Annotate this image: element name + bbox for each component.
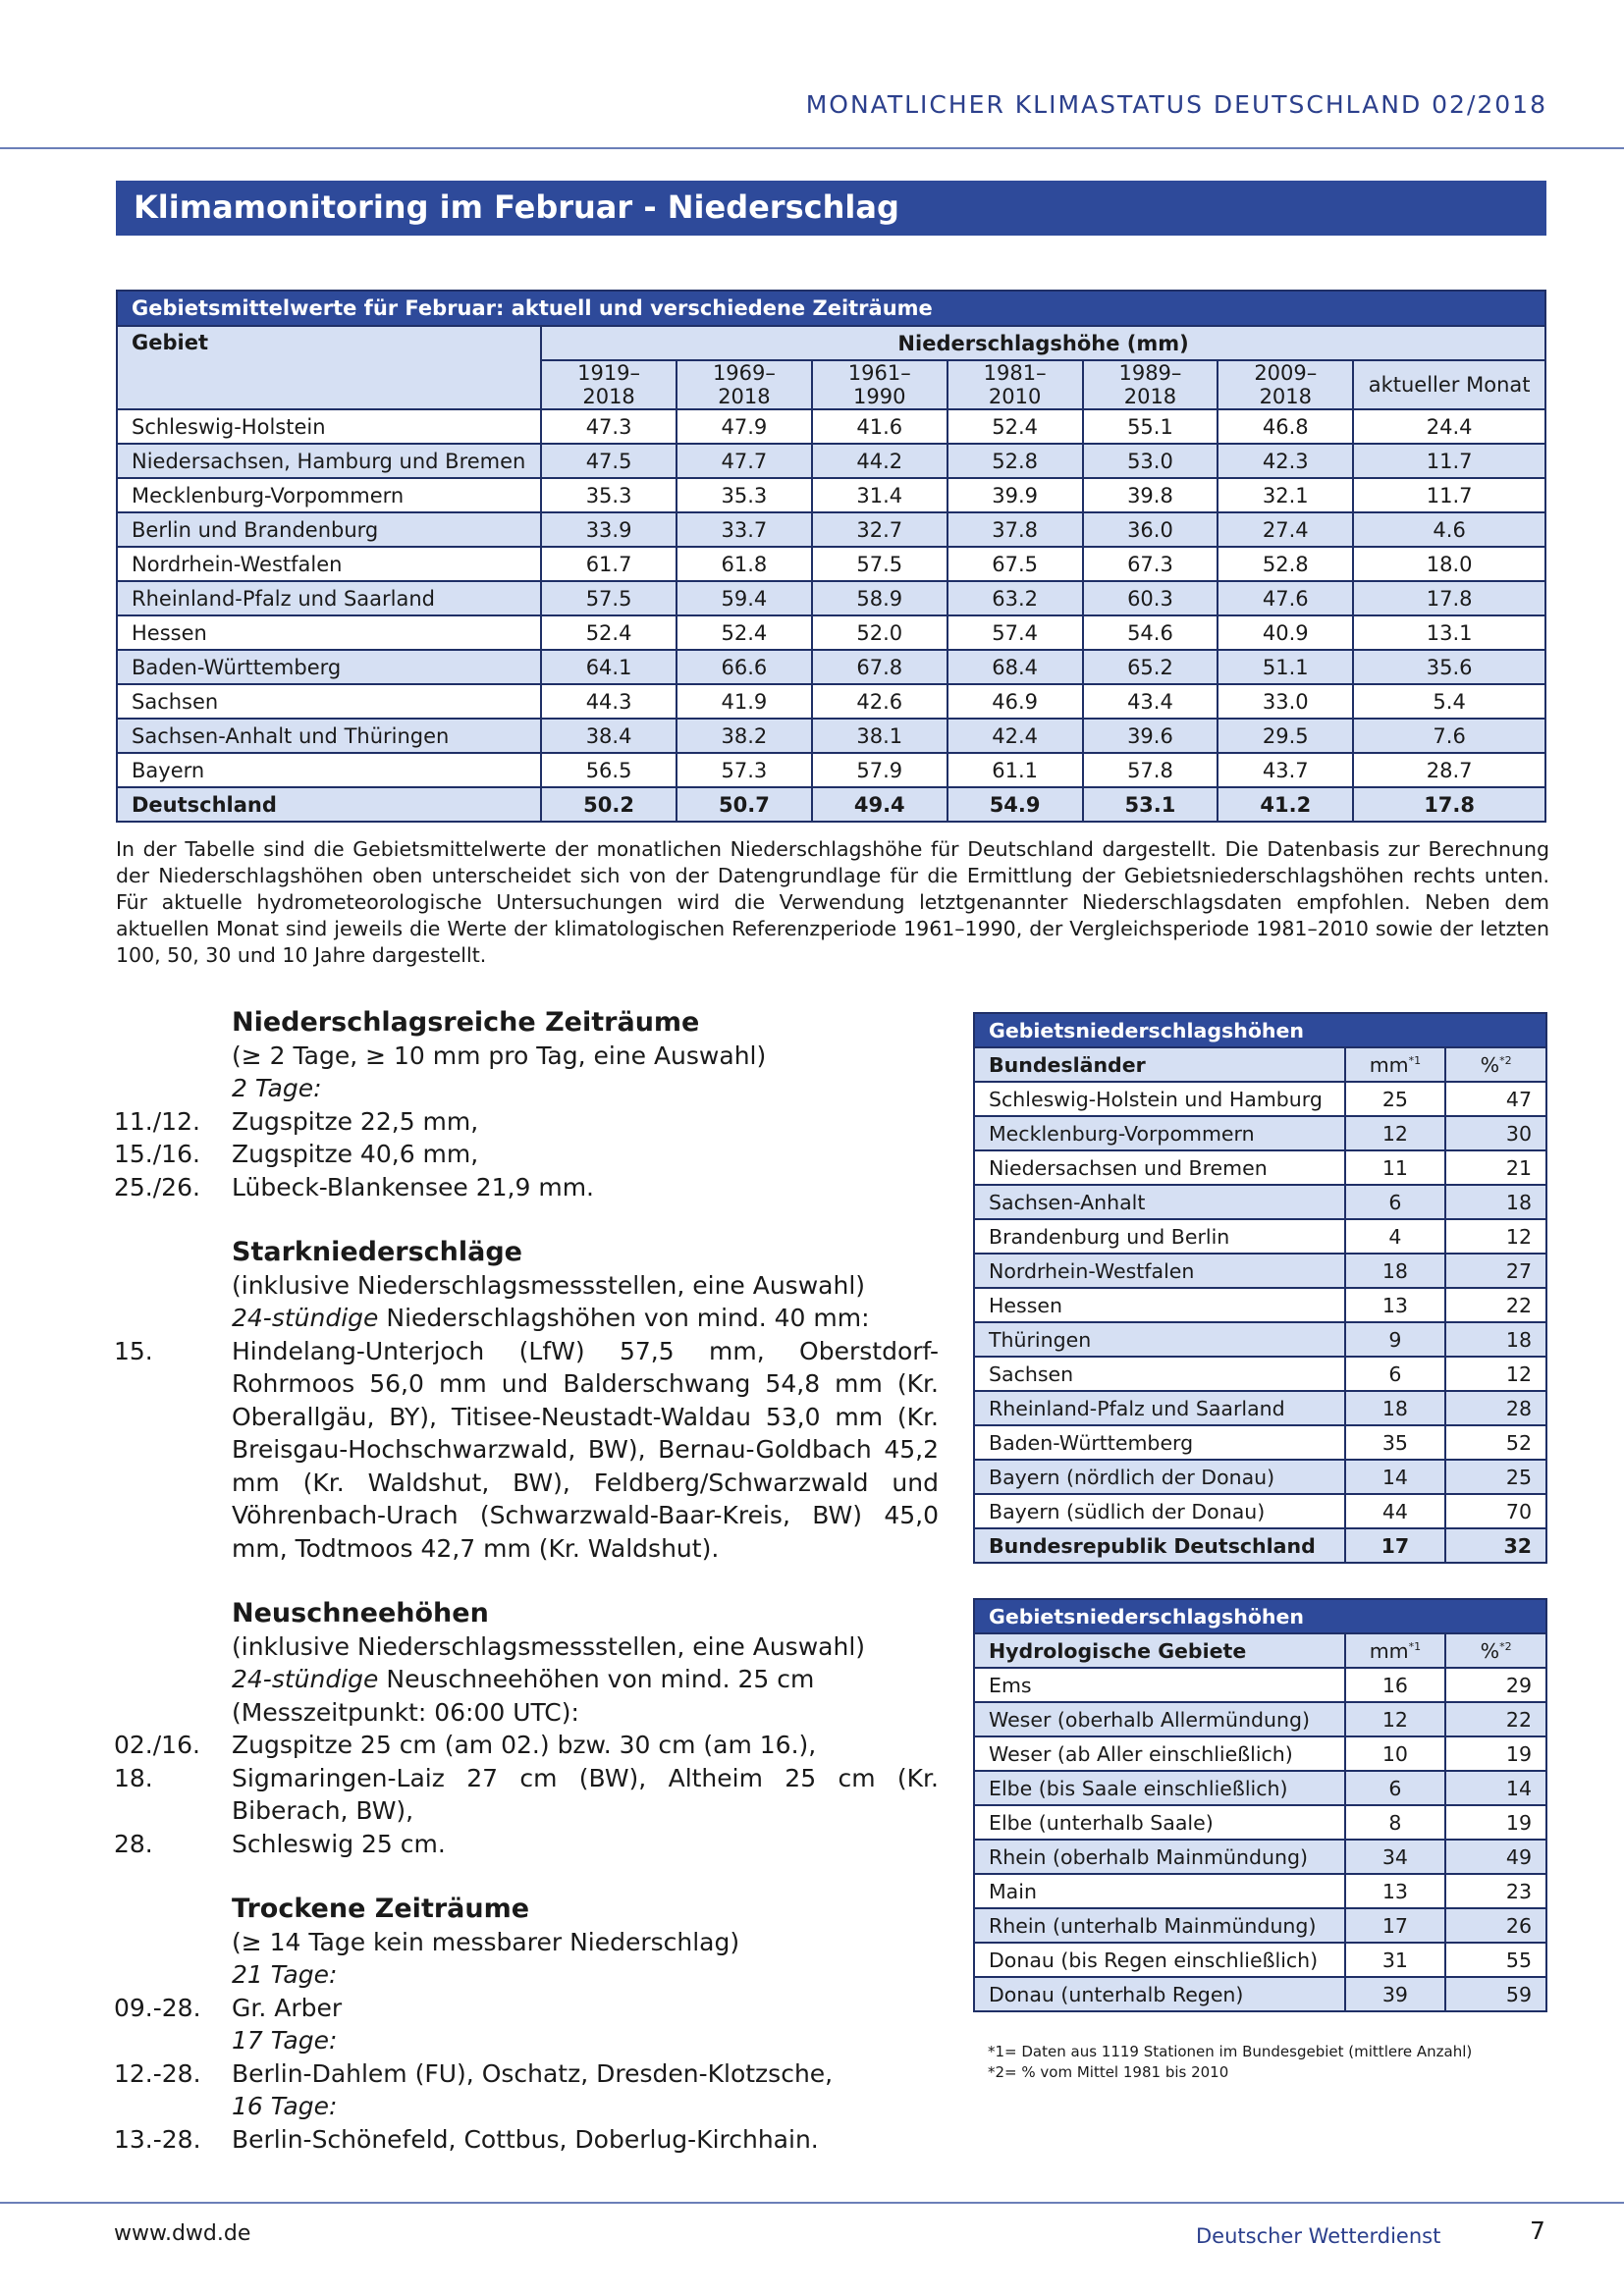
value-cell: 35.6 [1353,650,1545,684]
subheading: (inklusive Niederschlagsmessstellen, eine Auswahl) [232,1631,866,1661]
footnote-1: *1= Daten aus 1119 Stationen im Bundesgebiet (mittlere Anzahl) [988,2043,1473,2060]
mm-value: 17 [1345,1908,1446,1943]
value-cell: 41.9 [677,684,812,719]
value-cell: 52.0 [812,615,947,650]
table-row [117,719,1545,753]
percent-value: 59 [1445,1977,1546,2011]
value-cell: 47.3 [541,409,677,444]
mm-column-header: $mm^{*1}$ [1345,1047,1446,1082]
value-cell: 55.1 [1083,409,1218,444]
value-cell: 39.6 [1083,719,1218,753]
mm-value: 16 [1345,1668,1446,1702]
percent-column-header: %$^{*2}$ [1445,1633,1546,1668]
table-row [974,1425,1546,1460]
area-name: Rheinland-Pfalz und Saarland [974,1391,1345,1425]
table-caption: Gebietsniederschlagshöhen [974,1599,1546,1633]
footnotes [988,2042,1472,2083]
percent-value: 18 [1445,1322,1546,1357]
region-name: Bayern [117,753,541,787]
percent-value: 19 [1445,1805,1546,1840]
area-name: Thüringen [974,1322,1345,1357]
area-name: Rhein (oberhalb Mainmündung) [974,1840,1345,1874]
area-name: Bayern (nördlich der Donau) [974,1460,1345,1494]
group-label: 21 Tage: [232,1960,338,1989]
area-name: Brandenburg und Berlin [974,1219,1345,1254]
value-cell: 31.4 [812,478,947,512]
value-cell: 68.4 [947,650,1083,684]
heading-trockene-zeitraeume: Trockene Zeiträume [232,1894,530,1924]
value-cell: 47.7 [677,444,812,478]
period-column-header: 1919–2018 [541,360,677,409]
percent-value: 70 [1445,1494,1546,1528]
table-row [974,1840,1546,1874]
percent-value: 12 [1445,1357,1546,1391]
area-name: Sachsen-Anhalt [974,1185,1345,1219]
bundeslaender-table [973,1012,1547,1564]
footnote-2: *2= % vom Mittel 1981 bis 2010 [988,2063,1229,2081]
value-cell: 65.2 [1083,650,1218,684]
value-cell: 54.6 [1083,615,1218,650]
value-cell: 38.1 [812,719,947,753]
value-cell: 59.4 [677,581,812,615]
value-cell: 52.4 [541,615,677,650]
period-column-header: 1981–2010 [947,360,1083,409]
event-item [114,1828,939,1861]
value-cell: 29.5 [1218,719,1353,753]
value-cell: 57.5 [812,547,947,581]
event-text: Sigmaringen-Laiz 27 cm (BW), Altheim 25 cm (Kr. Biberach, BW), [232,1763,939,1825]
percent-value: 22 [1445,1288,1546,1322]
percent-value: 21 [1445,1150,1546,1185]
value-cell: 54.9 [947,787,1083,822]
value-cell: 57.8 [1083,753,1218,787]
value-cell: 13.1 [1353,615,1545,650]
value-cell: 46.8 [1218,409,1353,444]
value-cell: 61.1 [947,753,1083,787]
table-row [974,1736,1546,1771]
value-cell: 64.1 [541,650,677,684]
table-row [974,1150,1546,1185]
value-cell: 46.9 [947,684,1083,719]
value-cell: 52.8 [947,444,1083,478]
value-cell: 61.8 [677,547,812,581]
event-date: 13.-28. [114,2124,201,2154]
table-row [974,1874,1546,1908]
value-cell: 42.4 [947,719,1083,753]
region-name: Nordrhein-Westfalen [117,547,541,581]
table-row [974,1668,1546,1702]
value-cell: 5.4 [1353,684,1545,719]
value-cell: 67.5 [947,547,1083,581]
table-row [974,1702,1546,1736]
percent-column-header: %$^{*2}$ [1445,1047,1546,1082]
value-cell: 39.8 [1083,478,1218,512]
area-name: Bayern (südlich der Donau) [974,1494,1345,1528]
table-row [974,1082,1546,1116]
value-cell: 50.7 [677,787,812,822]
value-cell: 52.4 [947,409,1083,444]
event-text: Berlin-Schönefeld, Cottbus, Doberlug-Kirchhain. [232,2124,819,2154]
mm-value: 10 [1345,1736,1446,1771]
event-date: 28. [114,1829,153,1858]
table-row [974,1185,1546,1219]
area-name: Bundesrepublik Deutschland [974,1528,1345,1563]
mm-value: 12 [1345,1702,1446,1736]
region-name: Sachsen [117,684,541,719]
value-cell: 36.0 [1083,512,1218,547]
region-name: Baden-Württemberg [117,650,541,684]
name-column-header: Hydrologische Gebiete [974,1633,1345,1668]
value-cell: 7.6 [1353,719,1545,753]
mm-value: 18 [1345,1254,1446,1288]
table-row [974,1391,1546,1425]
event-date: 15. [114,1336,153,1365]
heading-starkniederschlaege: Starkniederschläge [232,1237,522,1267]
event-item [114,2123,939,2157]
value-cell: 52.8 [1218,547,1353,581]
table-caption: Gebietsmittelwerte für Februar: aktuell und verschiedene Zeiträume [117,291,1545,326]
area-name: Baden-Württemberg [974,1425,1345,1460]
area-name: Nordrhein-Westfalen [974,1254,1345,1288]
mm-value: 12 [1345,1116,1446,1150]
event-text: Zugspitze 40,6 mm, [232,1140,479,1168]
percent-value: 25 [1445,1460,1546,1494]
percent-value: 29 [1445,1668,1546,1702]
event-text: Gr. Arber [232,1993,343,2022]
group-label: 2 Tage: [232,1074,322,1102]
period-column-header: aktueller Monat [1353,360,1545,409]
document-header-title: MONATLICHER KLIMASTATUS DEUTSCHLAND 02/2018 [805,90,1547,119]
value-cell: 47.5 [541,444,677,478]
value-cell: 57.3 [677,753,812,787]
event-text: Berlin-Dahlem (FU), Oschatz, Dresden-Klotzsche, [232,2058,834,2088]
region-name: Niedersachsen, Hamburg und Bremen [117,444,541,478]
mm-value: 13 [1345,1288,1446,1322]
table-row [117,684,1545,719]
total-row [974,1528,1546,1563]
mm-column-header: $mm^{*1}$ [1345,1633,1446,1668]
hydrologische-gebiete-table [973,1598,1547,2012]
area-name: Donau (unterhalb Regen) [974,1977,1345,2011]
value-cell: 11.7 [1353,478,1545,512]
table-row [117,753,1545,787]
event-text: Zugspitze 22,5 mm, [232,1106,479,1136]
value-cell: 33.9 [541,512,677,547]
period-column-header: 1969–2018 [677,360,812,409]
area-name: Weser (oberhalb Allermündung) [974,1702,1345,1736]
table-row [974,1908,1546,1943]
value-cell: 27.4 [1218,512,1353,547]
mm-value: 6 [1345,1771,1446,1805]
percent-value: 30 [1445,1116,1546,1150]
event-text: Hindelang-Unterjoch (LfW) 57,5 mm, Oberstdorf-Rohrmoos 56,0 mm und Balderschwang 54,8 mm (Kr. Oberallgäu, BY), Titisee-Neustadt-Waldau 53,0 mm (Kr. Breisgau-Hochschwarzwald, BW), Bernau-Goldbach 45,2 mm (Kr. Waldshut, BW), Feldberg/Schwarzwald und Vöhrenbach-Urach (Schwarzwald-Baar-Kreis, BW) 45,0 mm, Todtmoos 42,7 mm (Kr. Waldshut). [232,1336,939,1563]
area-name: Hessen [974,1288,1345,1322]
value-cell: 38.4 [541,719,677,753]
value-cell: 57.9 [812,753,947,787]
value-cell: 33.0 [1218,684,1353,719]
percent-value: 14 [1445,1771,1546,1805]
region-name: Schleswig-Holstein [117,409,541,444]
mm-value: 11 [1345,1150,1446,1185]
area-name: Mecklenburg-Vorpommern [974,1116,1345,1150]
value-cell: 61.7 [541,547,677,581]
area-name: Donau (bis Regen einschließlich) [974,1943,1345,1977]
group-label: 24-stündige [232,1304,379,1332]
table-row [974,1288,1546,1322]
event-date: 12.-28. [114,2058,201,2088]
subheading: (≥ 14 Tage kein messbarer Niederschlag) [232,1927,740,1956]
event-date: 09.-28. [114,1993,201,2022]
percent-value: 22 [1445,1702,1546,1736]
value-cell: 38.2 [677,719,812,753]
value-cell: 47.6 [1218,581,1353,615]
value-cell: 50.2 [541,787,677,822]
mm-value: 14 [1345,1460,1446,1494]
region-name: Deutschland [117,787,541,822]
value-cell: 57.5 [541,581,677,615]
mm-value: 9 [1345,1322,1446,1357]
event-date: 02./16. [114,1731,200,1759]
event-text: Zugspitze 25 cm (am 02.) bzw. 30 cm (am 16.), [232,1731,817,1759]
percent-value: 55 [1445,1943,1546,1977]
value-cell: 43.4 [1083,684,1218,719]
value-cell: 66.6 [677,650,812,684]
footer-organization: Deutscher Wetterdienst [1196,2224,1441,2248]
page-number: 7 [1530,2216,1545,2245]
value-cell: 63.2 [947,581,1083,615]
table-row [974,1322,1546,1357]
region-name: Mecklenburg-Vorpommern [117,478,541,512]
area-name: Rhein (unterhalb Mainmündung) [974,1908,1345,1943]
region-name: Hessen [117,615,541,650]
gebietsmittelwerte-table [116,290,1546,823]
value-cell: 42.6 [812,684,947,719]
table-row [117,581,1545,615]
event-text: Lübeck-Blankensee 21,9 mm. [232,1172,595,1201]
table-row [117,615,1545,650]
value-cell: 37.8 [947,512,1083,547]
table-row [974,1116,1546,1150]
value-cell: 35.3 [677,478,812,512]
event-item [114,1138,939,1171]
period-column-header: 2009–2018 [1218,360,1353,409]
table-row [117,478,1545,512]
percent-value: 26 [1445,1908,1546,1943]
percent-value: 23 [1445,1874,1546,1908]
percent-value: 52 [1445,1425,1546,1460]
area-name: Elbe (bis Saale einschließlich) [974,1771,1345,1805]
group-label: 16 Tage: [232,2092,338,2120]
mm-value: 44 [1345,1494,1446,1528]
event-item [114,1105,939,1139]
table-row [974,1460,1546,1494]
table-row [974,1943,1546,1977]
event-date: 11./12. [114,1106,200,1136]
value-cell: 35.3 [541,478,677,512]
events-list [114,1006,939,2156]
mm-value: 17 [1345,1528,1446,1563]
footer-url[interactable]: www.dwd.de [114,2221,251,2246]
value-cell: 33.7 [677,512,812,547]
percent-value: 27 [1445,1254,1546,1288]
table-row [117,650,1545,684]
value-cell: 47.9 [677,409,812,444]
value-cell: 57.4 [947,615,1083,650]
mm-value: 4 [1345,1219,1446,1254]
value-cell: 40.9 [1218,615,1353,650]
value-cell: 17.8 [1353,787,1545,822]
period-column-header: 1961–1990 [812,360,947,409]
table-row [974,1254,1546,1288]
mm-value: 39 [1345,1977,1446,2011]
value-cell: 67.8 [812,650,947,684]
event-item [114,1762,939,1828]
event-date: 18. [114,1763,153,1792]
value-cell: 52.4 [677,615,812,650]
group-label-rest: Niederschlagshöhen von mind. 40 mm: [378,1304,870,1332]
heading-niederschlagsreich: Niederschlagsreiche Zeiträume [232,1007,700,1038]
area-name: Niedersachsen und Bremen [974,1150,1345,1185]
value-cell: 44.2 [812,444,947,478]
table-row [117,409,1545,444]
area-name: Schleswig-Holstein und Hamburg [974,1082,1345,1116]
table-row [974,1219,1546,1254]
area-name: Sachsen [974,1357,1345,1391]
value-cell: 28.7 [1353,753,1545,787]
table-description: In der Tabelle sind die Gebietsmittelwerte der monatlichen Niederschlagshöhe für Deutschland dargestellt. Die Datenbasis zur Berechnung der Niederschlagshöhen oben unterscheidet sich von der Datengrundlage für die Ermittlung der Gebietsniederschlagshöhen rechts unten. Für aktuelle hydrometeorologische Untersuchungen wird die Verwendung letztgenannter Niederschlagsdaten empfohlen. Neben dem aktuellen Monat sind jeweils die Werte der klimatologischen Referenzperiode 1961–1990, der Vergleichsperiode 1981–2010 sowie der letzten 100, 50, 30 und 10 Jahre dargestellt. [116,837,1549,967]
value-cell: 60.3 [1083,581,1218,615]
subheading: (inklusive Niederschlagsmessstellen, eine Auswahl) [232,1270,866,1300]
value-cell: 32.1 [1218,478,1353,512]
footer-divider [0,2202,1624,2204]
region-name: Rheinland-Pfalz und Saarland [117,581,541,615]
region-name: Sachsen-Anhalt und Thüringen [117,719,541,753]
event-item [114,1171,939,1204]
table-row [974,1771,1546,1805]
table-row [974,1805,1546,1840]
event-text: Schleswig 25 cm. [232,1829,446,1858]
area-name: Main [974,1874,1345,1908]
mm-value: 25 [1345,1082,1446,1116]
mm-value: 6 [1345,1357,1446,1391]
value-cell: 41.6 [812,409,947,444]
area-name: Elbe (unterhalb Saale) [974,1805,1345,1840]
name-column-header: Bundesländer [974,1047,1345,1082]
table-row [974,1494,1546,1528]
table-row [117,444,1545,478]
area-name: Ems [974,1668,1345,1702]
percent-value: 49 [1445,1840,1546,1874]
group-label: 24-stündige [232,1665,379,1693]
measurement-time: (Messzeitpunkt: 06:00 UTC): [232,1697,579,1727]
value-cell: 43.7 [1218,753,1353,787]
value-cell: 32.7 [812,512,947,547]
group-label: 17 Tage: [232,2026,338,2055]
value-cell: 18.0 [1353,547,1545,581]
table-row [974,1357,1546,1391]
percent-value: 32 [1445,1528,1546,1563]
total-row [117,787,1545,822]
percent-value: 28 [1445,1391,1546,1425]
region-column-header: Gebiet [117,326,541,409]
mm-value: 6 [1345,1185,1446,1219]
group-label-rest: Neuschneehöhen von mind. 25 cm [378,1665,815,1693]
value-cell: 53.1 [1083,787,1218,822]
section-title: Klimamonitoring im Februar - Niederschlag [116,181,1546,236]
region-name: Berlin und Brandenburg [117,512,541,547]
mm-value: 8 [1345,1805,1446,1840]
value-cell: 42.3 [1218,444,1353,478]
value-cell: 4.6 [1353,512,1545,547]
value-cell: 41.2 [1218,787,1353,822]
value-cell: 53.0 [1083,444,1218,478]
percent-value: 47 [1445,1082,1546,1116]
table-row [974,1977,1546,2011]
subheading: (≥ 2 Tage, ≥ 10 mm pro Tag, eine Auswahl) [232,1041,767,1070]
mm-value: 18 [1345,1391,1446,1425]
mm-value: 35 [1345,1425,1446,1460]
value-column-header: Niederschlagshöhe (mm) [541,326,1545,360]
heading-neuschneehoehen: Neuschneehöhen [232,1598,489,1629]
event-date: 15./16. [114,1140,200,1168]
mm-value: 13 [1345,1874,1446,1908]
mm-value: 31 [1345,1943,1446,1977]
percent-value: 19 [1445,1736,1546,1771]
event-date: 25./26. [114,1172,200,1201]
value-cell: 39.9 [947,478,1083,512]
value-cell: 17.8 [1353,581,1545,615]
value-cell: 49.4 [812,787,947,822]
event-item [114,1729,939,1762]
table-row [117,547,1545,581]
value-cell: 51.1 [1218,650,1353,684]
table-caption: Gebietsniederschlagshöhen [974,1013,1546,1047]
area-name: Weser (ab Aller einschließlich) [974,1736,1345,1771]
period-column-header: 1989–2018 [1083,360,1218,409]
table-row [117,512,1545,547]
value-cell: 44.3 [541,684,677,719]
mm-value: 34 [1345,1840,1446,1874]
value-cell: 11.7 [1353,444,1545,478]
value-cell: 67.3 [1083,547,1218,581]
percent-value: 18 [1445,1185,1546,1219]
percent-value: 12 [1445,1219,1546,1254]
value-cell: 24.4 [1353,409,1545,444]
event-item [114,2057,939,2091]
event-item [114,1335,939,1566]
value-cell: 56.5 [541,753,677,787]
event-item [114,1992,939,2025]
value-cell: 58.9 [812,581,947,615]
header-divider [0,147,1624,149]
